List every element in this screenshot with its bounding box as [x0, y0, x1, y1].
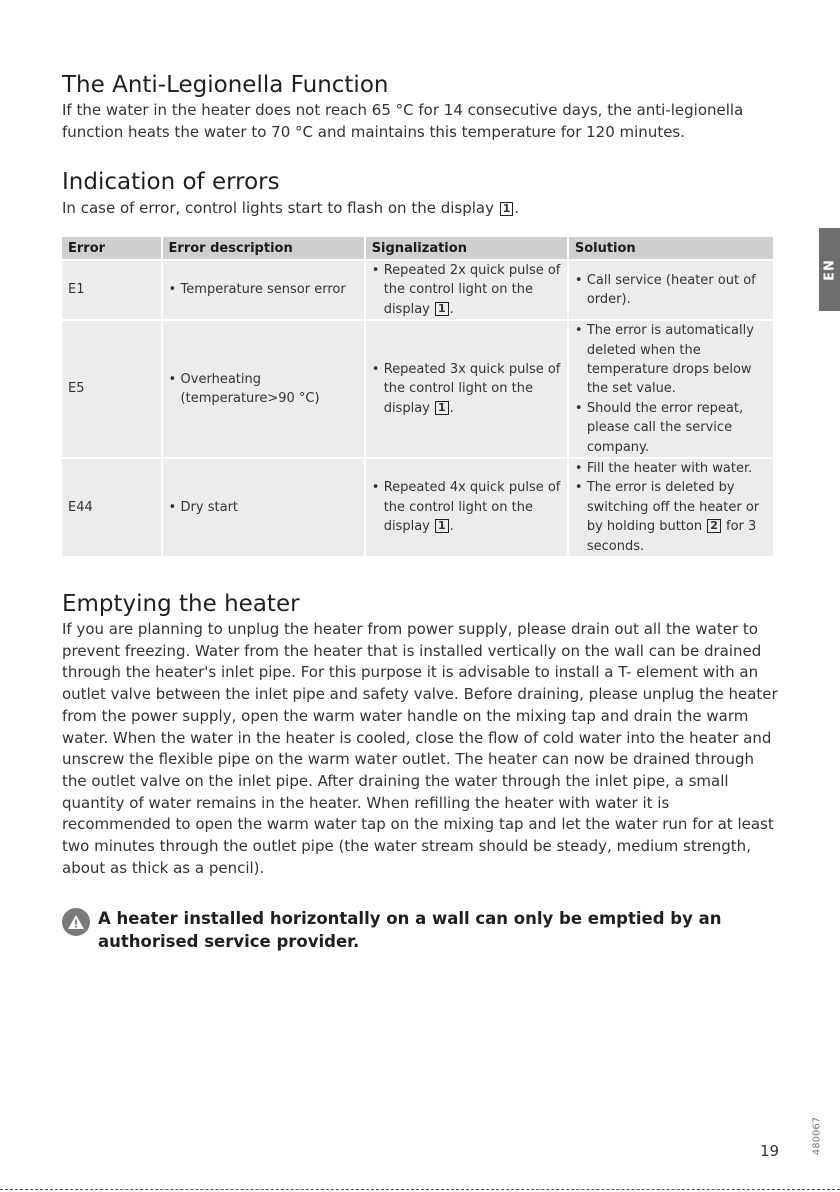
error-description	[163, 261, 364, 319]
error-table	[60, 235, 775, 558]
anti-legionella-heading: The Anti-Legionella Function	[62, 72, 389, 98]
list-item: • Overheating (temperature>90 °C)	[169, 370, 358, 409]
error-solution	[569, 261, 773, 319]
errors-heading: Indication of errors	[62, 169, 280, 195]
button-ref-box: 2	[707, 519, 721, 533]
errors-intro	[62, 198, 519, 220]
signal-text: Repeated 3x quick pulse of the control light on the display	[383, 362, 561, 416]
document-code	[803, 1116, 831, 1156]
solution-text-end: for 3 seconds.	[586, 519, 757, 554]
error-description	[163, 459, 364, 556]
header-description: Error description	[163, 237, 364, 259]
display-ref-box: 1	[500, 202, 514, 216]
display-ref-box: 1	[435, 519, 449, 533]
warning-note	[62, 907, 738, 953]
list-item	[575, 478, 767, 556]
document-code-text: 480067	[811, 1116, 823, 1156]
errors-intro-end: .	[514, 199, 520, 217]
emptying-text: If you are planning to unplug the heater from power supply, please drain out all the water to prevent freezing. Water from the heater that is installed vertically on the wall can be drained through the heater's inlet pipe. For this purpose it is advisable to install a T- element with an outlet valve between the inlet pipe and safety valve. Before draining, please unplug the heater from the power supply, open the warm water handle on the mixing tap and drain the warm water. When the water in the heater is cooled, close the flow of cold water into the heater and unscrew the flexible pipe on the warm water outlet. The heater can now be drained through the outlet valve on the inlet pipe. After draining the water through the inlet pipe, a small quantity of water remains in the heater. When refilling the heater with water it is recommended to open the warm water tap on the mixing tap and let the water run for at least two minutes through the outlet pipe (the water stream should be steady, medium strength, about as thick as a pencil).	[62, 620, 778, 877]
signal-text: Repeated 2x quick pulse of the control light on the display	[383, 263, 561, 317]
errors-intro-text: In case of error, control lights start to flash on the display	[62, 199, 494, 217]
list-item: • Fill the heater with water.	[575, 459, 767, 478]
display-ref-box: 1	[435, 302, 449, 316]
table-row	[62, 321, 773, 457]
display-ref-box: 1	[435, 401, 449, 415]
table-row	[62, 459, 773, 556]
emptying-heading: Emptying the heater	[62, 591, 300, 617]
warning-text: A heater installed horizontally on a wall can only be emptied by an authorised service provider.	[98, 909, 722, 951]
language-label: EN	[822, 258, 837, 281]
list-item: • Repeated 2x quick pulse of the control light on the display 1 .	[372, 261, 561, 319]
page-number: 19	[760, 1142, 780, 1160]
list-item: • The error is automatically deleted when the temperature drops below the set value.	[575, 321, 767, 399]
table-row	[62, 261, 773, 319]
error-solution	[569, 321, 773, 457]
page-edge-line	[0, 1189, 840, 1191]
list-item: • Dry start	[169, 498, 358, 517]
list-item: • Should the error repeat, please call the service company.	[575, 399, 767, 457]
error-solution	[569, 459, 773, 556]
list-item: • Repeated 4x quick pulse of the control light on the display 1 .	[372, 478, 561, 536]
table-header-row	[62, 237, 773, 259]
signal-text: Repeated 4x quick pulse of the control light on the display	[383, 480, 561, 535]
error-signalization	[366, 261, 567, 319]
header-error: Error	[62, 237, 161, 259]
header-solution: Solution	[569, 237, 773, 259]
error-signalization	[366, 459, 567, 556]
anti-legionella-text: If the water in the heater does not reach 65 °C for 14 consecutive days, the anti-legionella function heats the water to 70 °C and maintains this temperature for 120 minutes.	[62, 101, 744, 141]
header-signalization: Signalization	[366, 237, 567, 259]
language-tab	[819, 228, 840, 311]
list-item: • Temperature sensor error	[169, 280, 358, 299]
solution-text: The error is deleted by switching off the heater or by holding button	[586, 480, 760, 535]
error-code: E1	[62, 261, 161, 319]
list-item: • Call service (heater out of order).	[575, 271, 767, 310]
error-code: E44	[62, 459, 161, 556]
warning-icon	[62, 908, 90, 936]
error-code: E5	[62, 321, 161, 457]
error-signalization	[366, 321, 567, 457]
error-description	[163, 321, 364, 457]
list-item: • Repeated 3x quick pulse of the control light on the display 1 .	[372, 360, 561, 418]
